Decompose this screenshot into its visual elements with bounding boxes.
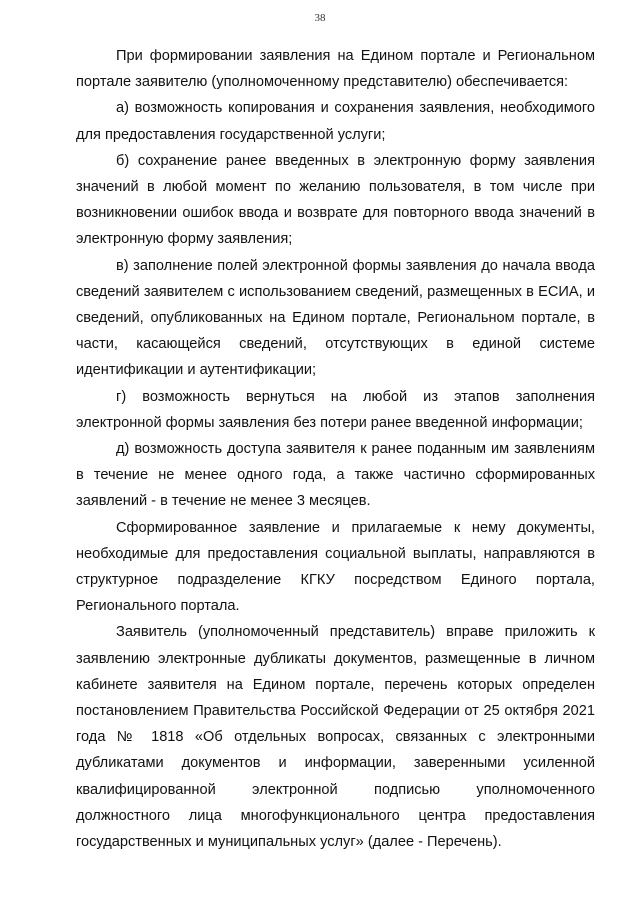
paragraph-submission: Сформированное заявление и прилагаемые к нему документы, необходимые для предоставления социальной выплаты, направляются в структурное подразделение КГКУ посредством Единого портала, Регионального портала. xyxy=(76,519,595,615)
paragraph-intro: При формировании заявления на Едином портале и Региональном портале заявителю (уполномоченному представителю) обеспечивается: xyxy=(76,48,595,91)
document-body xyxy=(76,43,595,855)
paragraph-item-d: д) возможность доступа заявителя к ранее поданным им заявлениям в течение не менее одного года, а также частично сформированных заявлений - в течение не менее 3 месяцев. xyxy=(76,441,595,510)
paragraph-item-a: а) возможность копирования и сохранения заявления, необходимого для предоставления государственной услуги; xyxy=(76,100,595,143)
paragraph-item-v: в) заполнение полей электронной формы заявления до начала ввода сведений заявителем с использованием сведений, размещенных в ЕСИА, и сведений, опубликованных на Едином портале, Региональном портале, в части, касающейся сведений, отсутствующих в единой системе идентификации и аутентификации; xyxy=(76,257,595,379)
paragraph-item-g: г) возможность вернуться на любой из этапов заполнения электронной формы заявления без потери ранее введенной информации; xyxy=(76,388,595,431)
page-number: 38 xyxy=(314,12,326,24)
paragraph-item-b: б) сохранение ранее введенных в электронную форму заявления значений в любой момент по желанию пользователя, в том числе при возникновении ошибок ввода и возврате для повторного ввода значений в электронную форму заявления; xyxy=(76,152,595,248)
paragraph-duplicates: Заявитель (уполномоченный представитель) вправе приложить к заявлению электронные дубликаты документов, размещенные в личном кабинете заявителя на Едином портале, перечень которых определен постановлением Правительства Российской Федерации от 25 октября 2021 года № 1818 «Об отдельных вопросах, связанных с электронными дубликатами документов и информации, заверенными усиленной квалифицированной электронной подписью уполномоченного должностного лица многофункционального центра предоставления государственных и муниципальных услуг» (далее - Перечень). xyxy=(76,624,595,851)
